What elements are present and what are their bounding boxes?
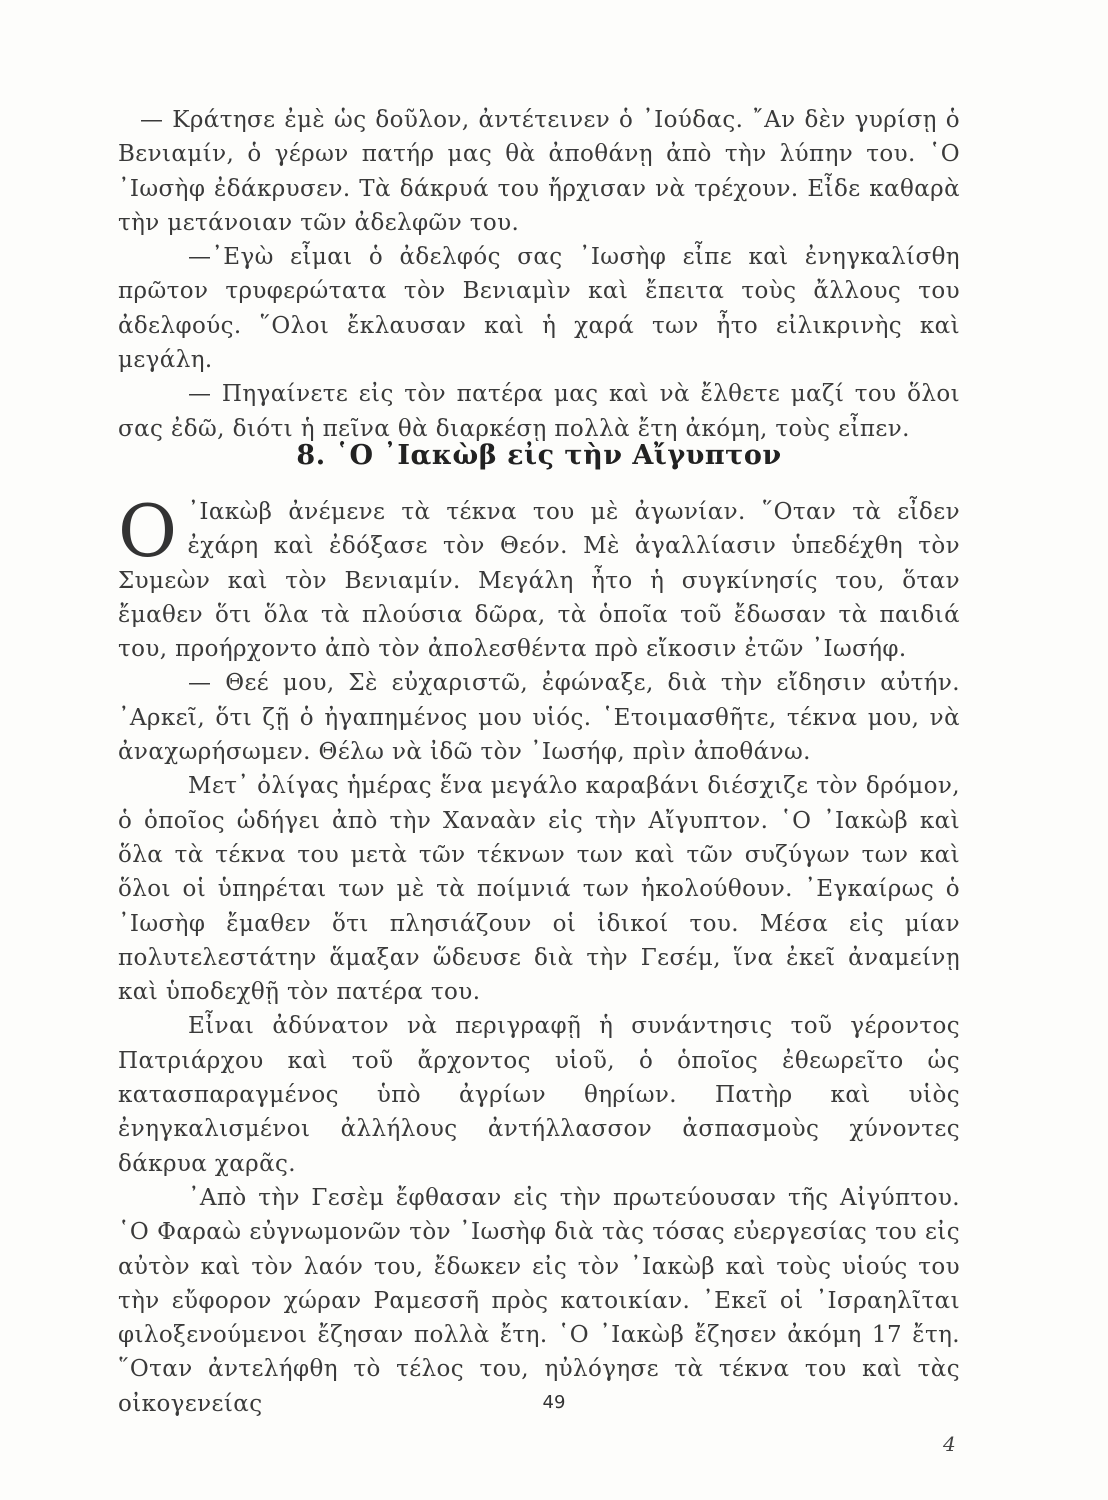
- paragraph: Εἶναι ἀδύνατον νὰ περιγραφῇ ἡ συνάντησις τοῦ γέροντος Πατριάρχου καὶ τοῦ ἄρχοντος υἱοῦ, ὁ ὁποῖος ἐθεωρεῖτο ὡς κατασπαραγμένος ὑπὸ ἀγρίων θηρίων. Πατὴρ καὶ υἱὸς ἐνηγκαλισμένοι ἀλλήλους ἀντήλλασσον ἀσπασμοὺς χύνοντες δάκρυα χαρᾶς.: [118, 1013, 960, 1177]
- drop-cap-letter: Ο: [118, 489, 178, 573]
- paragraph: ᾿Απὸ τὴν Γεσὲμ ἔφθασαν εἰς τὴν πρωτεύουσαν τῆς Αἰγύπτου. ῾Ο Φαραὼ εὐγνωμονῶν τὸν ᾿Ιωσὴφ διὰ τὰς τόσας εὐεργεσίας του εἰς αὐτὸν καὶ τὸν λαόν του, ἔδωκεν εἰς τὸν ᾿Ιακὼβ καὶ τοὺς υἱούς του τὴν εὔφορον χώραν Ραμεσσῆ πρὸς κατοικίαν. ᾿Εκεῖ οἱ ᾿Ισραηλῖται φιλοξενούμενοι ἔζησαν πολλὰ ἔτη. ῾Ο ᾿Ιακὼβ ἔζησεν ἀκόμη 17 ἔτη. ῞Οταν ἀντελήφθη τὸ τέλος του, ηὐλόγησε τὰ τέκνα του καὶ τὰς οἰκογενείας: [118, 1184, 960, 1417]
- signature-mark: 4: [943, 1432, 956, 1456]
- paragraph-text: ᾿Ιακὼβ ἀνέμενε τὰ τέκνα του μὲ ἀγωνίαν. ῞Οταν τὰ εἶδεν ἐχάρη καὶ ἐδόξασε τὸν Θεόν. Μὲ ἀγαλλίασιν ὑπεδέχθη τὸν Συμεὼν καὶ τὸν Βενιαμίν. Μεγάλη ἦτο ἡ συγκίνησίς του, ὅταν ἔμαθεν ὅτι ὅλα τὰ πλούσια δῶρα, τὰ ὁποῖα τοῦ ἔδωσαν τὰ παιδιά του, προήρχοντο ἀπὸ τὸν ἀπολεσθέντα πρὸ εἴκοσιν ἐτῶν ᾿Ιωσήφ.: [118, 499, 960, 663]
- chapter-text-block: [118, 489, 960, 1421]
- paragraph: — Κράτησε ἐμὲ ὡς δοῦλον, ἀντέτεινεν ὁ ᾿Ιούδας. ῎Αν δὲν γυρίσῃ ὁ Βενιαμίν, ὁ γέρων πατήρ μας θὰ ἀποθάνῃ ἀπὸ τὴν λύπην του. ῾Ο ᾿Ιωσὴφ ἐδάκρυσεν. Τὰ δάκρυά του ἤρχισαν νὰ τρέχουν. Εἶδε καθαρὰ τὴν μετάνοιαν τῶν ἀδελφῶν του.: [118, 107, 960, 236]
- page-number: 49: [542, 1392, 566, 1413]
- top-text-block: [118, 103, 960, 446]
- chapter-title: 8. ῾Ο ᾿Ιακὼβ εἰς τὴν Αἴγυπτον: [296, 440, 782, 471]
- paragraph-with-drop-cap: [118, 489, 960, 666]
- paragraph: — Θεέ μου, Σὲ εὐχαριστῶ, ἐφώναξε, διὰ τὴν εἴδησιν αὐτήν. ᾿Αρκεῖ, ὅτι ζῇ ὁ ἠγαπημένος μου υἱός. ῾Ετοιμασθῆτε, τέκνα μου, νὰ ἀναχωρήσωμεν. Θέλω νὰ ἰδῶ τὸν ᾿Ιωσήφ, πρὶν ἀποθάνω.: [118, 670, 960, 766]
- paragraph: Μετ᾿ ὀλίγας ἡμέρας ἕνα μεγάλο καραβάνι διέσχιζε τὸν δρόμον, ὁ ὁποῖος ὡδήγει ἀπὸ τὴν Χαναὰν εἰς τὴν Αἴγυπτον. ῾Ο ᾿Ιακὼβ καὶ ὅλα τὰ τέκνα του μετὰ τῶν τέκνων των καὶ τῶν συζύγων των καὶ ὅλοι οἱ ὑπηρέται των μὲ τὰ ποίμνιά των ἠκολούθουν. ᾿Εγκαίρως ὁ ᾿Ιωσὴφ ἔμαθεν ὅτι πλησιάζουν οἱ ἰδικοί του. Μέσα εἰς μίαν πολυτελεστάτην ἅμαξαν ὥδευσε διὰ τὴν Γεσέμ, ἵνα ἐκεῖ ἀναμείνῃ καὶ ὑποδεχθῇ τὸν πατέρα του.: [118, 773, 960, 1006]
- paragraph: — Πηγαίνετε εἰς τὸν πατέρα μας καὶ νὰ ἔλθετε μαζί του ὅλοι σας ἐδῶ, διότι ἡ πεῖνα θὰ διαρκέσῃ πολλὰ ἔτη ἀκόμη, τοὺς εἶπεν.: [118, 381, 960, 442]
- paragraph: —᾿Εγὼ εἶμαι ὁ ἀδελφός σας ᾿Ιωσὴφ εἶπε καὶ ἐνηγκαλίσθη πρῶτον τρυφερώτατα τὸν Βενιαμὶν καὶ ἔπειτα τοὺς ἄλλους του ἀδελφούς. ῞Ολοι ἔκλαυσαν καὶ ἡ χαρά των ἦτο εἰλικρινὴς καὶ μεγάλη.: [118, 244, 960, 374]
